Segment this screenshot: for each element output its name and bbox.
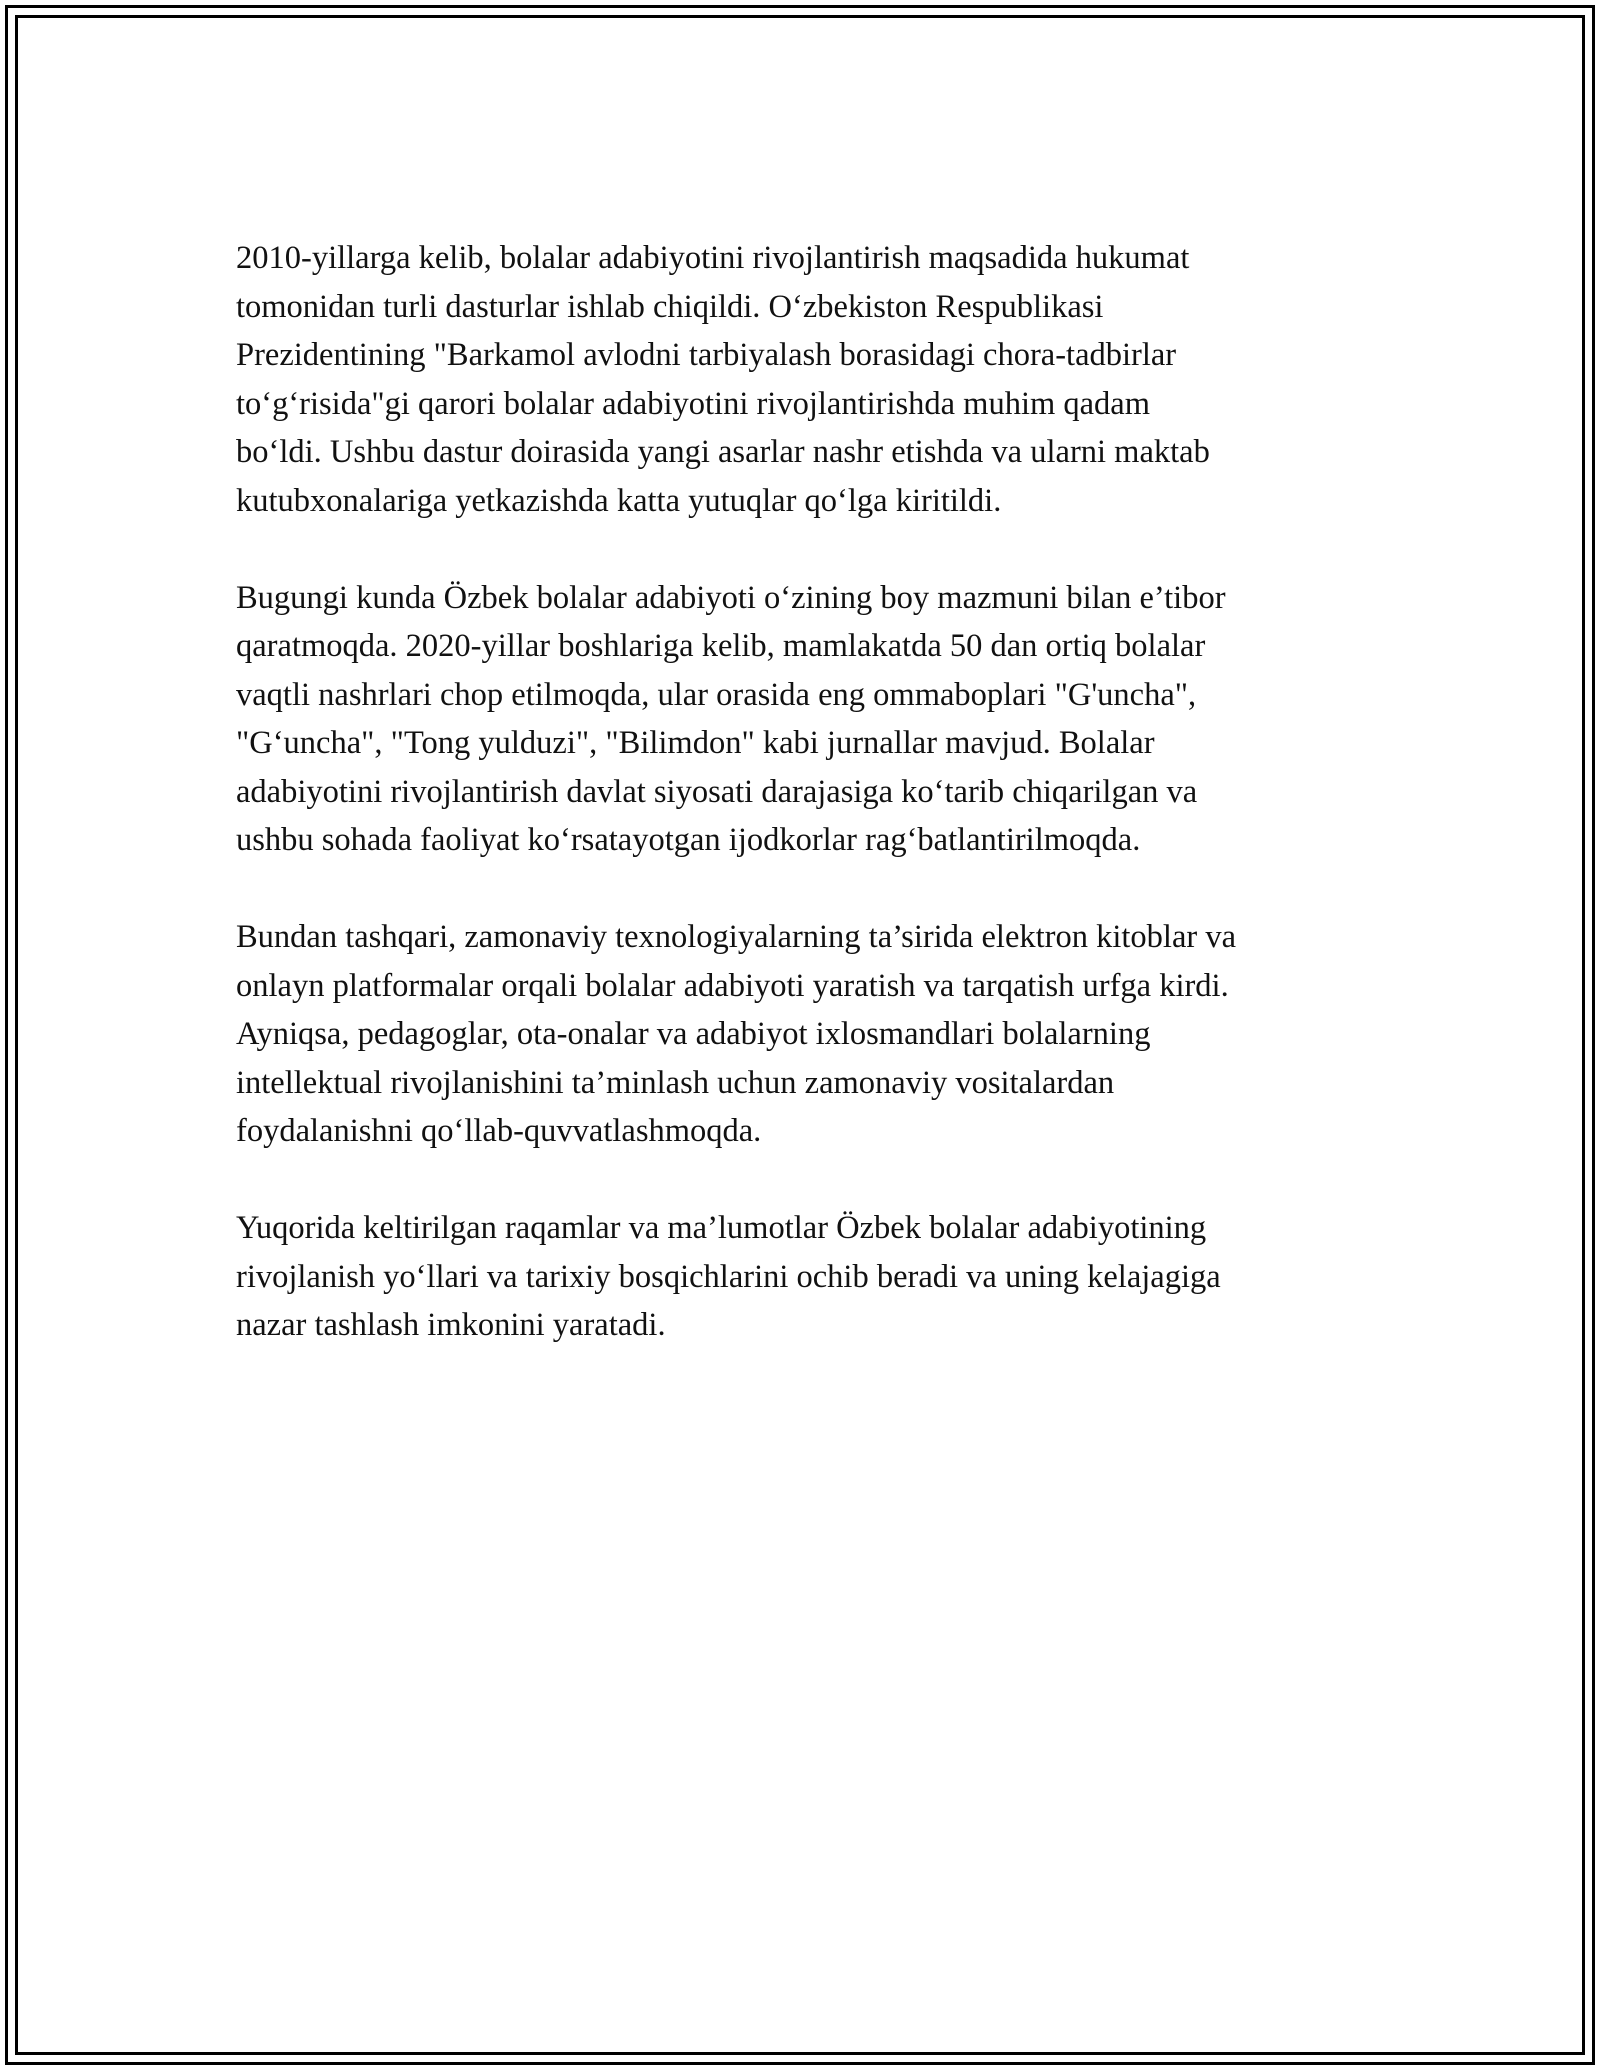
paragraph [236,574,1376,865]
text-line: vaqtli nashrlari chop etilmoqda, ular orasida eng ommaboplari "G'uncha", [236,676,1197,713]
text-line: Bundan tashqari, zamonaviy texnologiyalarning ta’sirida elektron kitoblar va [236,919,1236,955]
paragraph [236,234,1376,525]
text-line: adabiyotini rivojlantirish davlat siyosati darajasiga ko‘tarib chiqarilgan va [236,773,1198,810]
text-line: foydalanishni qo‘llab-quvvatlashmoqda. [236,1113,762,1149]
text-line: kutubxonalariga yetkazishda katta yutuqlar qo‘lga kiritildi. [236,482,1002,519]
paragraph [236,1204,1376,1350]
text-line: ushbu sohada faoliyat ko‘rsatayotgan ijodkorlar rag‘batlantirilmoqda. [236,822,1141,858]
text-line: Ayniqsa, pedagoglar, ota-onalar va adabiyot ixlosmandlari bolalarning [236,1016,1151,1052]
text-line: rivojlanish yo‘llari va tarixiy bosqichlarini ochib beradi va uning kelajagiga [236,1258,1221,1295]
text-line: tomonidan turli dasturlar ishlab chiqildi. O‘zbekiston Respublikasi [236,288,1104,325]
text-line: onlayn platformalar orqali bolalar adabiyoti yaratish va tarqatish urfga kirdi. [236,967,1229,1004]
document-body [236,234,1376,1398]
text-line: to‘g‘risida"gi qarori bolalar adabiyotini rivojlantirishda muhim qadam [236,385,1151,422]
text-line: intellektual rivojlanishini ta’minlash uchun zamonaviy vositalardan [236,1064,1115,1101]
text-line: Prezidentining "Barkamol avlodni tarbiyalash borasidagi chora-tadbirlar [236,337,1177,373]
text-line: bo‘ldi. Ushbu dastur doirasida yangi asarlar nashr etishda va ularni maktab [236,434,1210,470]
text-line: qaratmoqda. 2020-yillar boshlariga kelib, mamlakatda 50 dan ortiq bolalar [236,628,1206,664]
text-line: 2010-yillarga kelib, bolalar adabiyotini rivojlantirish maqsadida hukumat [236,240,1190,276]
text-line: nazar tashlash imkonini yaratadi. [236,1307,666,1343]
text-line: "G‘uncha", "Tong yulduzi", "Bilimdon" kabi jurnallar mavjud. Bolalar [236,725,1155,761]
text-line: Yuqorida keltirilgan raqamlar va ma’lumotlar Özbek bolalar adabiyotining [236,1210,1207,1246]
text-line: Bugungi kunda Özbek bolalar adabiyoti o‘zining boy mazmuni bilan e’tibor [236,579,1226,616]
paragraph [236,913,1376,1156]
